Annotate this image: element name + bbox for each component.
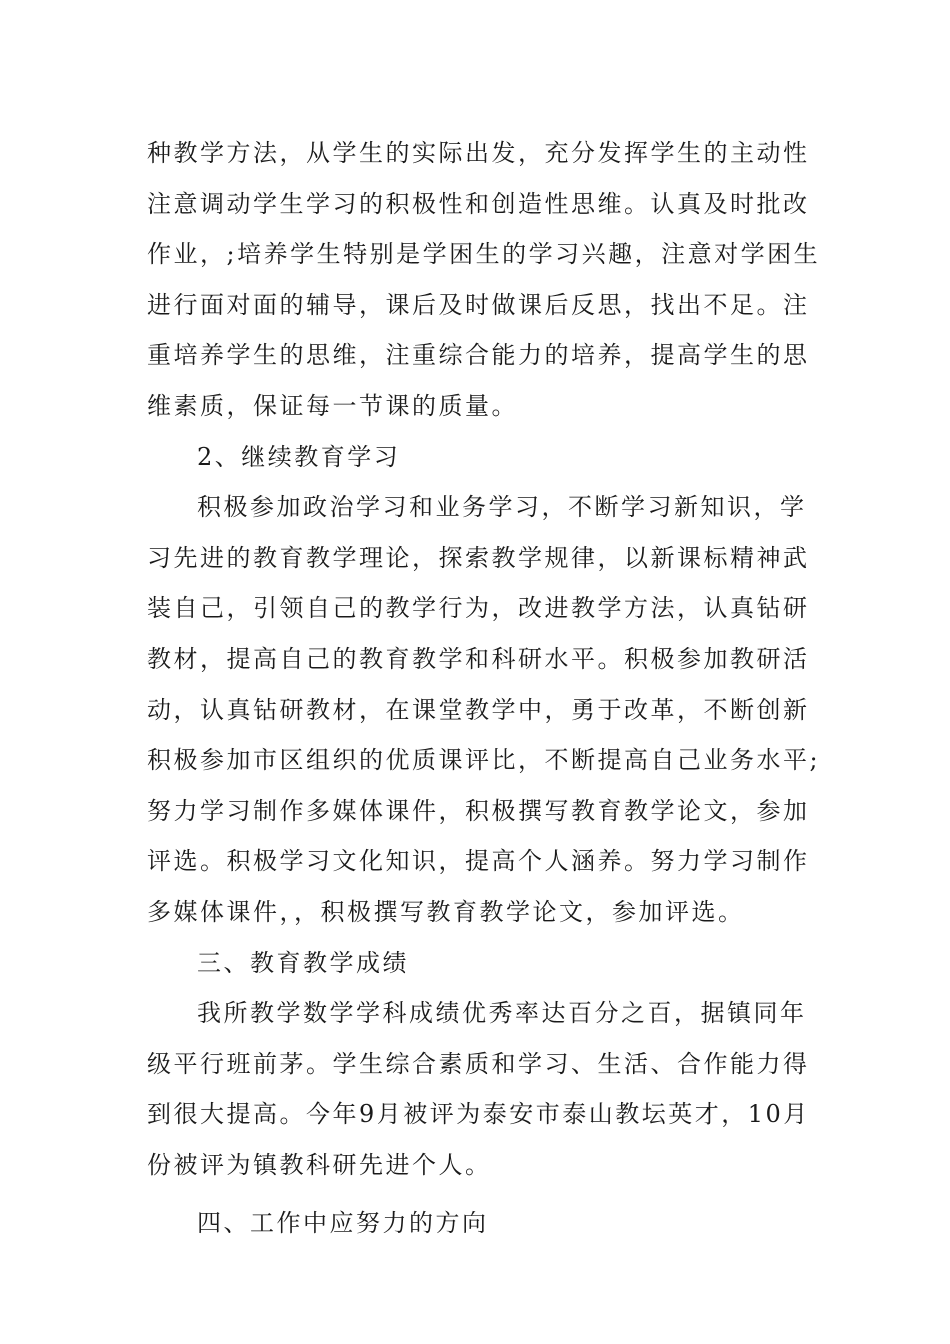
- paragraph-line: 努力学习制作多媒体课件，积极撰写教育教学论文，参加: [147, 796, 810, 825]
- paragraph-line: 注意调动学生学习的积极性和创造性思维。认真及时批改: [147, 189, 810, 218]
- paragraph-line: 级平行班前茅。学生综合素质和学习、生活、合作能力得: [147, 1049, 810, 1078]
- document-body: [147, 128, 821, 1249]
- paragraph-line: 作业，;培养学生特别是学困生的学习兴趣，注意对学困生: [147, 240, 821, 269]
- paragraph-line: 动，认真钻研教材，在课堂教学中，勇于改革，不断创新: [147, 695, 810, 724]
- section-heading-teaching-results: 三、教育教学成绩: [197, 948, 409, 977]
- paragraph-line: 到很大提高。今年9月被评为泰安市泰山教坛英才，10月: [147, 1100, 810, 1129]
- paragraph-line: 维素质，保证每一节课的质量。: [147, 391, 518, 420]
- paragraph-line: 我所教学数学学科成绩优秀率达百分之百，据镇同年: [197, 999, 807, 1028]
- paragraph-line: 种教学方法，从学生的实际出发，充分发挥学生的主动性: [147, 139, 810, 167]
- section-heading-continuing-education: 2、继续教育学习: [197, 442, 401, 471]
- paragraph-line: 习先进的教育教学理论，探索教学规律，以新课标精神武: [147, 543, 810, 572]
- paragraph-line: 重培养学生的思维，注重综合能力的培养，提高学生的思: [147, 341, 810, 370]
- paragraph-line: 装自己，引领自己的教学行为，改进教学方法，认真钻研: [147, 594, 810, 623]
- paragraph-line: 教材，提高自己的教育教学和科研水平。积极参加教研活: [147, 644, 810, 673]
- paragraph-line: 份被评为镇教科研先进个人。: [147, 1150, 492, 1179]
- paragraph-line: 评选。积极学习文化知识，提高个人涵养。努力学习制作: [147, 847, 810, 876]
- paragraph-spacer: [147, 1190, 807, 1198]
- paragraph-line: 积极参加市区组织的优质课评比，不断提高自己业务水平;: [147, 746, 821, 775]
- paragraph-line: 积极参加政治学习和业务学习，不断学习新知识，学: [197, 493, 807, 522]
- paragraph-line: 进行面对面的辅导，课后及时做课后反思，找出不足。注: [147, 290, 810, 319]
- paragraph-line: 多媒体课件，，积极撰写教育教学论文，参加评选。: [147, 897, 745, 926]
- section-heading-future-direction: 四、工作中应努力的方向: [197, 1209, 489, 1238]
